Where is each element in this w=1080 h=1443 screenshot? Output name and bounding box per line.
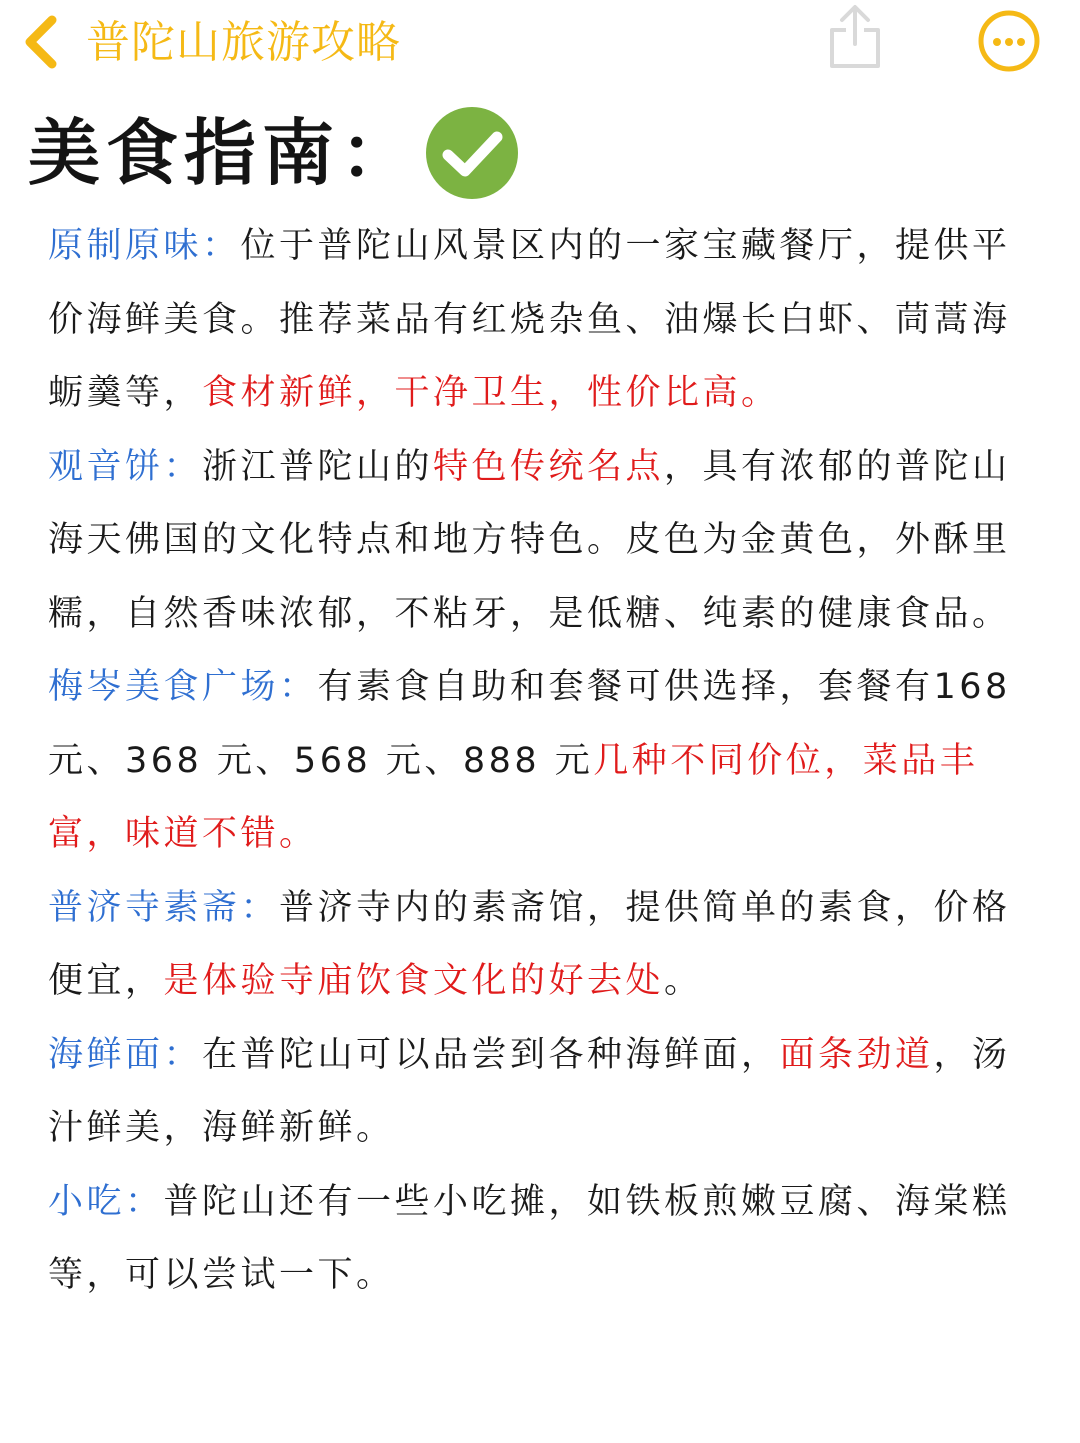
highlight-text: 食材新鲜，干净卫生，性价比高。 xyxy=(202,373,780,413)
food-item-paragraph xyxy=(48,1019,1038,1166)
description-text: 普济寺内的素斋馆，提供简单的素食，价格便宜， xyxy=(48,887,1011,1001)
food-item-paragraph xyxy=(48,1166,1038,1313)
food-item-paragraph xyxy=(48,431,1038,652)
food-item-label: 海鲜面： xyxy=(48,1034,203,1075)
description-text: 在普陀山可以品尝到各种海鲜面， xyxy=(202,1034,780,1075)
food-guide-content xyxy=(48,210,1038,1313)
food-item-paragraph xyxy=(48,872,1038,1019)
chevron-left-icon xyxy=(18,10,66,74)
food-item-label: 梅岑美食广场： xyxy=(48,667,318,707)
food-item-label: 原制原味： xyxy=(48,226,241,266)
food-item-label: 观音饼： xyxy=(48,446,203,487)
description-text: 位于普陀山风景区内的一家宝藏餐厅，提供平价海鲜美食。推荐菜品有红烧杂鱼、油爆长白虾、茼蒿海蛎羹等， xyxy=(48,226,1011,413)
highlight-text: 面条劲道 xyxy=(779,1034,934,1075)
heading-text: 美食指南： xyxy=(28,111,419,195)
description-text: 。 xyxy=(664,961,703,1001)
description-text: ，具有浓郁的普陀山海天佛国的文化特点和地方特色。皮色为金黄色，外酥里糯，自然香味浓郁，不粘牙，是低糖、纯素的健康食品。 xyxy=(48,446,1011,634)
description-text: 普陀山还有一些小吃摊，如铁板煎嫩豆腐、海棠糕等，可以尝试一下。 xyxy=(48,1181,1011,1295)
description-text: ，汤汁鲜美，海鲜新鲜。 xyxy=(48,1034,1011,1148)
section-heading xyxy=(28,108,520,198)
highlight-text: 是体验寺庙饮食文化的好去处 xyxy=(163,961,665,1001)
food-item-paragraph xyxy=(48,651,1038,872)
share-button[interactable] xyxy=(826,2,884,70)
highlight-text: 几种不同价位，菜品丰富，味道不错。 xyxy=(48,740,979,854)
food-item-label: 小吃： xyxy=(48,1181,164,1222)
top-bar xyxy=(0,0,1080,90)
page-title: 普陀山旅游攻略 xyxy=(86,17,401,68)
check-circle-icon xyxy=(424,105,520,201)
description-text: 有素食自助和套餐可供选择，套餐有168 元、368 元、568 元、888 元 xyxy=(48,667,1011,781)
share-icon xyxy=(826,2,884,70)
more-options-icon xyxy=(976,8,1042,74)
description-text: 浙江普陀山的 xyxy=(202,446,434,487)
food-item-label: 普济寺素斋： xyxy=(48,887,280,928)
back-button[interactable] xyxy=(18,10,66,74)
more-options-button[interactable] xyxy=(976,8,1042,74)
food-item-paragraph xyxy=(48,210,1038,431)
highlight-text: 特色传统名点 xyxy=(433,446,665,487)
